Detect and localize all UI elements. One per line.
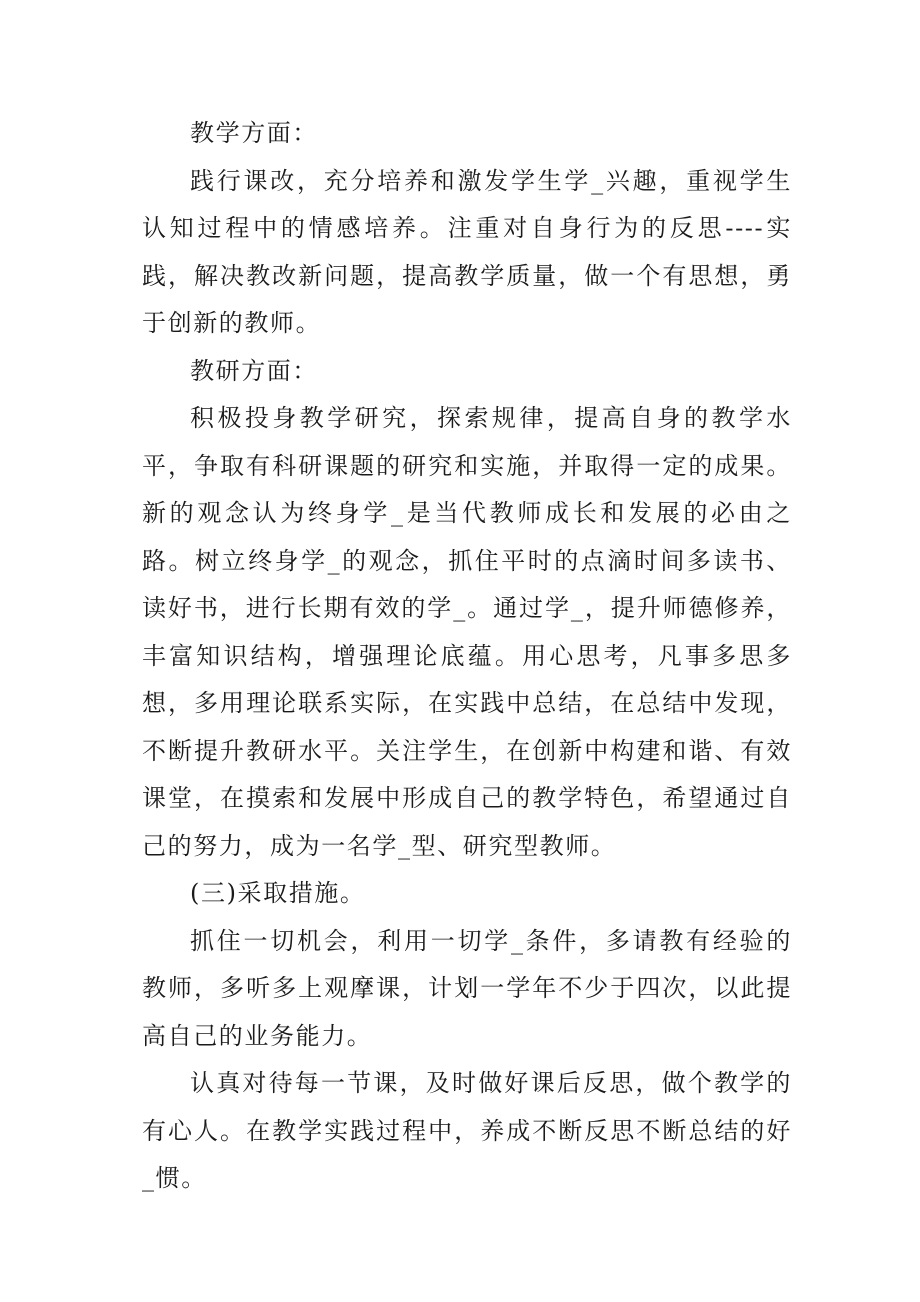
paragraph-reflection-content: 认真对待每一节课，及时做好课后反思，做个教学的有心人。在教学实践过程中，养成不断反思不断总结的好_惯。 <box>142 1069 792 1192</box>
document-page <box>142 110 792 1203</box>
section-heading-measures: (三)采取措施。 <box>190 879 366 907</box>
paragraph-teaching-content: 践行课改，充分培养和激发学生学_兴趣，重视学生认知过程中的情感培养。注重对自身行为的反思----实践，解决教改新问题，提高教学质量，做一个有思想，勇于创新的教师。 <box>142 166 792 337</box>
section-heading-teaching: 教学方面： <box>190 119 318 147</box>
paragraph-research-content: 积极投身教学研究，探索规律，提高自身的教学水平，争取有科研课题的研究和实施，并取得一定的成果。新的观念认为终身学_是当代教师成长和发展的必由之路。树立终身学_的观念，抓住平时的点滴时间多读书、读好书，进行长期有效的学_。通过学_，提升师德修养，丰富知识结构，增强理论底蕴。用心思考，凡事多思多想，多用理论联系实际，在实践中总结，在总结中发现，不断提升教研水平。关注学生，在创新中构建和谐、有效课堂，在摸索和发展中形成自己的教学特色，希望通过自己的努力，成为一名学_型、研究型教师。 <box>142 404 792 860</box>
section-heading-research: 教研方面： <box>190 356 318 385</box>
paragraph-measures-content: 抓住一切机会，利用一切学_条件，多请教有经验的教师，多听多上观摩课，计划一学年不少于四次，以此提高自己的业务能力。 <box>142 926 792 1050</box>
